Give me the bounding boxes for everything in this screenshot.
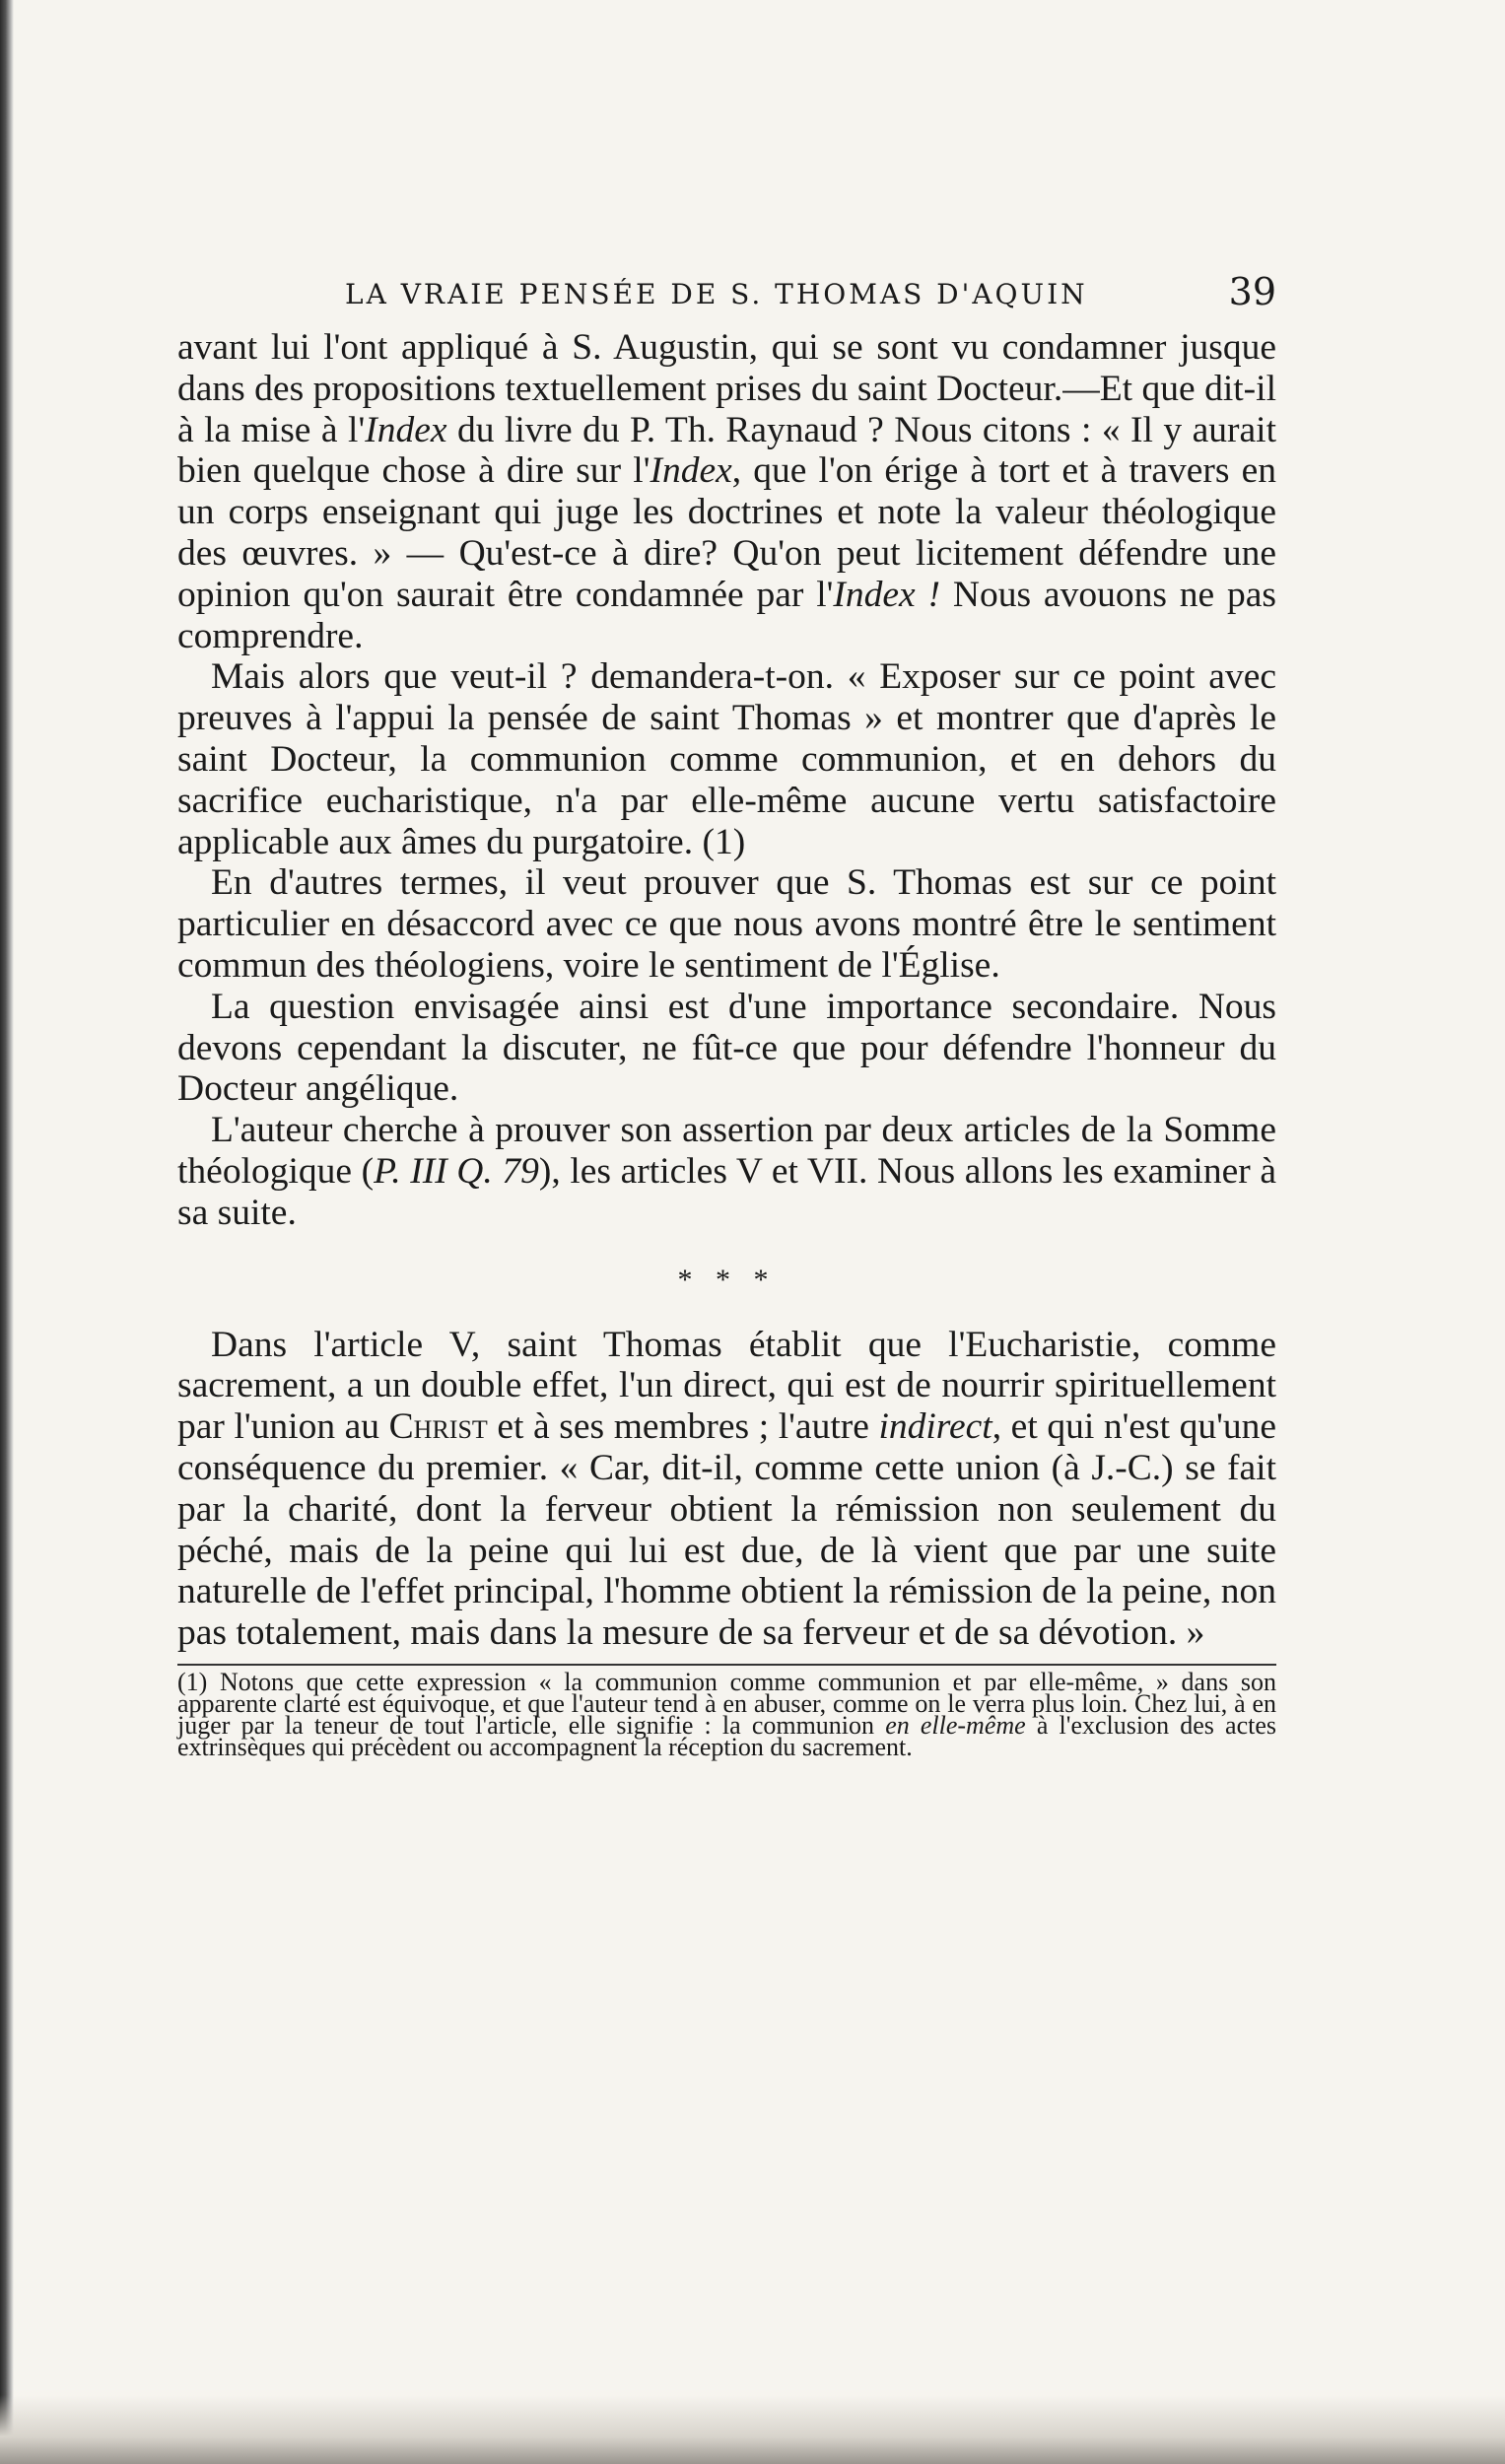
text-segment: L'auteur cherche à prouver son assertion par deux articles de la Somme théologique (: [177, 1110, 1276, 1192]
paragraph-p5: [177, 1110, 1276, 1233]
paragraph-p2: [177, 656, 1276, 862]
main-text: [177, 327, 1276, 1234]
text-segment: Index: [650, 450, 732, 492]
book-page: [177, 266, 1277, 1761]
running-title: LA VRAIE PENSÉE DE S. THOMAS D'AQUIN: [345, 278, 1088, 310]
main-text-continued: [177, 1325, 1276, 1654]
text-segment: , que l'on érige à tort et à travers en un corps enseignant qui juge les doctrines et note la valeur théologique des œuvres. » — Qu'est-ce à dire? Qu'on peut licitement défendre une opinion qu'on saurait être condamnée par l': [177, 450, 1276, 615]
text-segment: Index: [365, 409, 447, 450]
paragraph-p3: [177, 862, 1276, 986]
text-segment: Dans l'article V, saint Thomas établit que l'Eucharistie, comme sacrement, a un double effet, l'un direct, qui est de nourrir spirituellement par l'union au: [177, 1324, 1276, 1448]
text-segment: Nous avouons ne pas comprendre.: [177, 574, 1277, 656]
text-segment: du livre du P. Th. Raynaud ? Nous citons : « Il y aurait bien quelque chose à dire sur l': [177, 409, 1276, 492]
scan-bottom-edge: [0, 2395, 1505, 2464]
asterism-separator: * * *: [677, 1263, 777, 1296]
footnote-rule: [177, 1664, 1276, 1666]
text-segment: Mais alors que veut-il ? demandera-t-on. « Exposer sur ce point avec preuves à l'appui la pensée de saint Thomas » et montrer que d'après le saint Docteur, la communion comme communion, et en dehors du sacrifice eucharistique, n'a par elle-même aucune vertu satisfactoire applicable aux âmes du purgatoire. (1): [177, 656, 1276, 862]
text-segment: indirect: [878, 1406, 992, 1448]
paragraph-p6: [177, 1325, 1276, 1654]
text-segment: ), les articles V et VII. Nous allons les examiner à sa suite.: [177, 1150, 1276, 1233]
text-segment: (1) Notons que cette expression « la communion comme communion et par elle-même, » dans son apparente clarté est équivoque, et que l'auteur tend à en abuser, comme on le verra plus loin. Chez lui, à en juger par la teneur de tout l'article, elle signifie : la communion: [177, 1667, 1276, 1740]
text-segment: en elle-même: [885, 1710, 1026, 1740]
text-segment: La question envisagée ainsi est d'une importance secondaire. Nous devons cependant la discuter, ne fût-ce que pour défendre l'honneur du Docteur angélique.: [177, 986, 1276, 1110]
paragraph-p1: [177, 327, 1276, 656]
running-head: [177, 266, 1276, 325]
page-number: 39: [1228, 270, 1276, 313]
scan-left-edge: [0, 0, 14, 2464]
text-segment: , et qui n'est qu'une conséquence du premier. « Car, dit-il, comme cette union (à J.-C.) se fait par la charité, dont la ferveur obtient la rémission non seulement du péché, mais de la peine qui lui est due, de là vient que par une suite naturelle de l'effet principal, l'homme obtient la rémission de la peine, non pas totalement, mais dans la mesure de sa ferveur et de sa dévotion. »: [177, 1406, 1277, 1654]
text-segment: En d'autres termes, il veut prouver que S. Thomas est sur ce point particulier en désaccord avec ce que nous avons montré être le sentiment commun des théologiens, voire le sentiment de l'Église.: [177, 862, 1276, 986]
text-segment: Index !: [833, 574, 941, 615]
paragraph-p4: [177, 987, 1276, 1110]
text-segment: Christ: [388, 1406, 488, 1448]
text-segment: et à ses membres ; l'autre: [487, 1406, 879, 1448]
text-segment: avant lui l'ont appliqué à S. Augustin, qui se sont vu condamner jusque dans des propositions textuellement prises du saint Docteur.—Et que dit-il à la mise à l': [177, 327, 1276, 450]
text-segment: à l'exclusion des actes extrinsèques qui précèdent ou accompagnent la réception du sacrement.: [177, 1710, 1277, 1761]
text-segment: P. III Q. 79: [374, 1150, 539, 1192]
footnote: [177, 1667, 1277, 1761]
